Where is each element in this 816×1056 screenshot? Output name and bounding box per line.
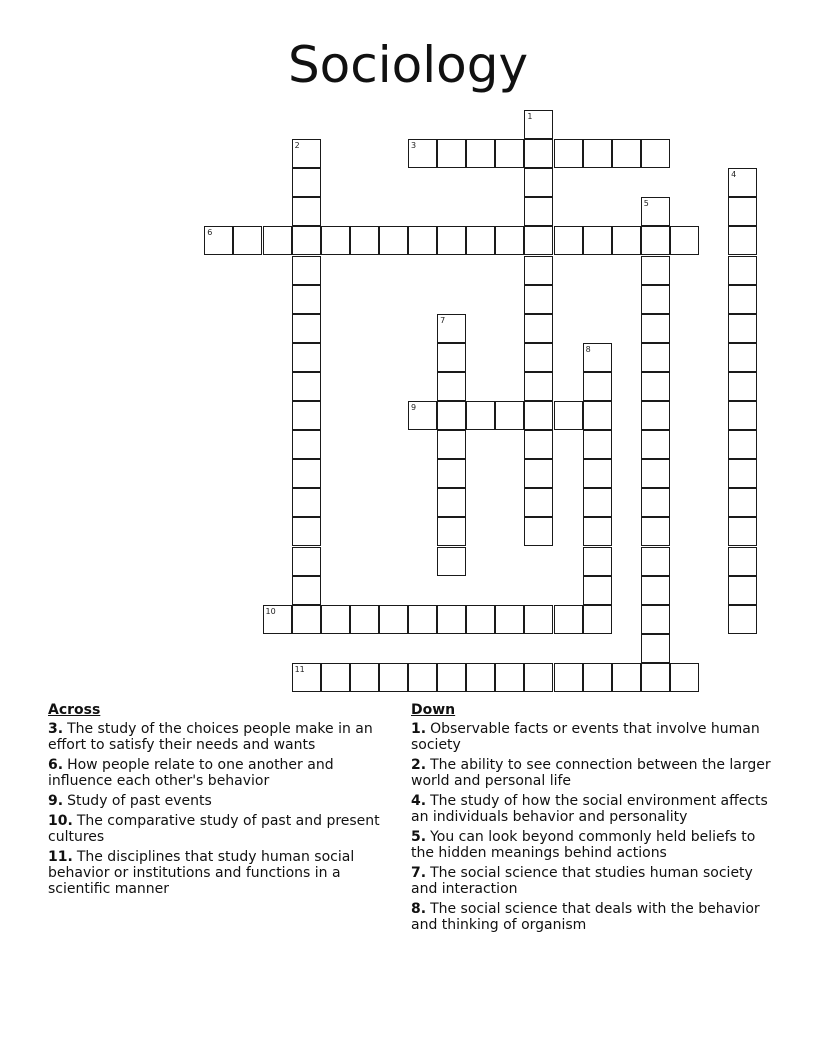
crossword-cell[interactable] <box>292 488 321 517</box>
crossword-cell[interactable] <box>437 663 466 692</box>
crossword-cell[interactable] <box>292 430 321 459</box>
clue-text: The study of the choices people make in an effort to satisfy their needs and wants <box>48 721 373 753</box>
clue-text: You can look beyond commonly held beliefs to the hidden meanings behind actions <box>411 829 756 861</box>
crossword-cell[interactable] <box>554 605 583 634</box>
crossword-cell[interactable] <box>641 459 670 488</box>
clue-number: 9. <box>48 793 64 809</box>
crossword-cell[interactable] <box>641 285 670 314</box>
crossword-cell[interactable] <box>583 517 612 546</box>
crossword-cell[interactable] <box>408 605 437 634</box>
crossword-cell[interactable] <box>466 401 495 430</box>
crossword-cell[interactable] <box>554 139 583 168</box>
crossword-cell[interactable] <box>612 226 641 255</box>
crossword-cell[interactable] <box>379 226 408 255</box>
crossword-cell[interactable] <box>292 401 321 430</box>
cell-number: 9 <box>411 403 417 412</box>
cell-number: 6 <box>207 228 213 238</box>
crossword-cell[interactable] <box>728 576 757 605</box>
crossword-cell[interactable] <box>292 517 321 546</box>
crossword-cell[interactable] <box>641 372 670 401</box>
crossword-cell[interactable] <box>728 401 757 430</box>
crossword-cell[interactable] <box>728 547 757 576</box>
crossword-cell[interactable] <box>263 605 292 634</box>
crossword-cell[interactable] <box>728 605 757 634</box>
crossword-cell[interactable] <box>292 372 321 401</box>
crossword-cell[interactable] <box>350 605 379 634</box>
clue-text: The study of how the social environment affects an individuals behavior and personality <box>411 793 768 825</box>
crossword-cell[interactable] <box>292 139 321 168</box>
crossword-cell[interactable] <box>524 430 553 459</box>
crossword-cell[interactable] <box>641 663 670 692</box>
crossword-cell[interactable] <box>524 488 553 517</box>
clue-text: How people relate to one another and influence each other's behavior <box>48 757 334 789</box>
crossword-cell[interactable] <box>524 314 553 343</box>
crossword-cell[interactable] <box>292 605 321 634</box>
crossword-cell[interactable] <box>263 226 292 255</box>
crossword-cell[interactable] <box>583 605 612 634</box>
clue-down-8 <box>411 901 771 933</box>
crossword-cell[interactable] <box>495 226 524 255</box>
cell-number: 4 <box>731 170 737 180</box>
crossword-cell[interactable] <box>292 285 321 314</box>
crossword-cell[interactable] <box>583 663 612 692</box>
crossword-cell[interactable] <box>583 459 612 488</box>
crossword-cell[interactable] <box>728 343 757 372</box>
crossword-cell[interactable] <box>524 168 553 197</box>
crossword-cell[interactable] <box>437 372 466 401</box>
crossword-cell[interactable] <box>408 401 437 430</box>
clue-number: 3. <box>48 721 64 737</box>
crossword-cell[interactable] <box>524 517 553 546</box>
crossword-cell[interactable] <box>641 430 670 459</box>
crossword-cell[interactable] <box>524 372 553 401</box>
crossword-cell[interactable] <box>641 517 670 546</box>
clue-number: 8. <box>411 901 427 917</box>
crossword-cell[interactable] <box>321 605 350 634</box>
crossword-cell[interactable] <box>583 576 612 605</box>
crossword-cell[interactable] <box>641 343 670 372</box>
crossword-cell[interactable] <box>524 226 553 255</box>
across-clues <box>48 702 388 901</box>
cell-number: 11 <box>294 664 305 674</box>
crossword-cell[interactable] <box>437 401 466 430</box>
cell-number: 7 <box>440 315 446 325</box>
crossword-cell[interactable] <box>292 343 321 372</box>
crossword-cell[interactable] <box>583 226 612 255</box>
crossword-cell[interactable] <box>670 663 699 692</box>
cell-number: 3 <box>411 141 417 151</box>
crossword-cell[interactable] <box>554 226 583 255</box>
clue-across-3 <box>48 721 388 753</box>
crossword-cell[interactable] <box>728 488 757 517</box>
clue-text: The social science that deals with the behavior and thinking of organism <box>411 901 760 933</box>
crossword-cell[interactable] <box>233 226 262 255</box>
cell-number: 10 <box>265 606 276 616</box>
clue-down-1 <box>411 721 771 753</box>
crossword-cell[interactable] <box>408 663 437 692</box>
clue-number: 10. <box>48 813 73 829</box>
crossword-cell[interactable] <box>292 547 321 576</box>
crossword-cell[interactable] <box>292 168 321 197</box>
clue-text: Study of past events <box>67 793 212 809</box>
cell-number: 1 <box>527 112 533 121</box>
down-clues <box>411 702 771 937</box>
crossword-cell[interactable] <box>728 226 757 255</box>
crossword-cell[interactable] <box>437 430 466 459</box>
crossword-cell[interactable] <box>292 459 321 488</box>
crossword-cell[interactable] <box>466 226 495 255</box>
crossword-cell[interactable] <box>524 605 553 634</box>
crossword-cell[interactable] <box>583 401 612 430</box>
crossword-cell[interactable] <box>670 226 699 255</box>
crossword-cell[interactable] <box>728 256 757 285</box>
clue-down-4 <box>411 793 771 825</box>
crossword-cell[interactable] <box>321 226 350 255</box>
crossword-cell[interactable] <box>292 663 321 692</box>
crossword-cell[interactable] <box>524 459 553 488</box>
crossword-cell[interactable] <box>437 314 466 343</box>
crossword-cell[interactable] <box>612 139 641 168</box>
crossword-cell[interactable] <box>554 663 583 692</box>
clue-number: 7. <box>411 865 427 881</box>
crossword-cell[interactable] <box>583 547 612 576</box>
clue-number: 2. <box>411 757 427 773</box>
crossword-cell[interactable] <box>437 459 466 488</box>
clue-down-7 <box>411 865 771 897</box>
crossword-cell[interactable] <box>641 256 670 285</box>
puzzle-title: Sociology <box>287 36 529 94</box>
crossword-cell[interactable] <box>292 314 321 343</box>
crossword-cell[interactable] <box>437 605 466 634</box>
crossword-cell[interactable] <box>437 517 466 546</box>
crossword-cell[interactable] <box>524 663 553 692</box>
crossword-cell[interactable] <box>641 226 670 255</box>
clue-number: 11. <box>48 849 73 865</box>
crossword-cell[interactable] <box>583 372 612 401</box>
crossword-cell[interactable] <box>641 488 670 517</box>
clue-text: Observable facts or events that involve human society <box>411 721 760 753</box>
clue-number: 5. <box>411 829 427 845</box>
crossword-cell[interactable] <box>728 285 757 314</box>
crossword-cell[interactable] <box>641 634 670 663</box>
crossword-cell[interactable] <box>379 605 408 634</box>
crossword-cell[interactable] <box>524 401 553 430</box>
crossword-cell[interactable] <box>728 372 757 401</box>
crossword-cell[interactable] <box>437 547 466 576</box>
crossword-cell[interactable] <box>612 663 641 692</box>
crossword-cell[interactable] <box>524 256 553 285</box>
crossword-cell[interactable] <box>728 197 757 226</box>
crossword-cell[interactable] <box>350 226 379 255</box>
cell-number: 5 <box>643 199 649 209</box>
clue-number: 4. <box>411 793 427 809</box>
crossword-cell[interactable] <box>466 605 495 634</box>
crossword-cell[interactable] <box>728 168 757 197</box>
crossword-cell[interactable] <box>350 663 379 692</box>
crossword-cell[interactable] <box>495 139 524 168</box>
crossword-cell[interactable] <box>437 343 466 372</box>
crossword-cell[interactable] <box>641 197 670 226</box>
crossword-cell[interactable] <box>583 139 612 168</box>
across-heading: Across <box>48 702 101 718</box>
crossword-cell[interactable] <box>466 663 495 692</box>
clue-across-11 <box>48 849 388 897</box>
crossword-cell[interactable] <box>408 226 437 255</box>
crossword-cell[interactable] <box>641 401 670 430</box>
crossword-cell[interactable] <box>408 139 437 168</box>
crossword-cell[interactable] <box>583 488 612 517</box>
crossword-cell[interactable] <box>728 430 757 459</box>
crossword-cell[interactable] <box>292 226 321 255</box>
crossword-cell[interactable] <box>641 139 670 168</box>
clue-down-2 <box>411 757 771 789</box>
clue-text: The disciplines that study human social behavior or institutions and functions in a scientific manner <box>48 849 355 897</box>
crossword-cell[interactable] <box>204 226 233 255</box>
crossword-cell[interactable] <box>524 343 553 372</box>
crossword-cell[interactable] <box>466 139 495 168</box>
crossword-cell[interactable] <box>321 663 350 692</box>
crossword-cell[interactable] <box>641 547 670 576</box>
crossword-cell[interactable] <box>728 314 757 343</box>
crossword-cell[interactable] <box>495 605 524 634</box>
crossword-cell[interactable] <box>641 314 670 343</box>
crossword-cell[interactable] <box>583 343 612 372</box>
down-heading: Down <box>411 702 456 718</box>
crossword-cell[interactable] <box>292 197 321 226</box>
crossword-cell[interactable] <box>728 517 757 546</box>
crossword-cell[interactable] <box>554 401 583 430</box>
crossword-cell[interactable] <box>524 285 553 314</box>
crossword-cell[interactable] <box>641 605 670 634</box>
clue-across-10 <box>48 813 388 845</box>
crossword-cell[interactable] <box>495 663 524 692</box>
clue-down-5 <box>411 829 771 861</box>
crossword-cell[interactable] <box>728 459 757 488</box>
crossword-cell[interactable] <box>379 663 408 692</box>
crossword-cell[interactable] <box>583 430 612 459</box>
crossword-cell[interactable] <box>641 576 670 605</box>
clue-number: 1. <box>411 721 427 737</box>
clue-text: The comparative study of past and present cultures <box>48 813 380 845</box>
crossword-cell[interactable] <box>292 576 321 605</box>
cell-number: 2 <box>294 141 300 151</box>
crossword-cell[interactable] <box>524 110 553 139</box>
crossword-cell[interactable] <box>524 139 553 168</box>
crossword-cell[interactable] <box>524 197 553 226</box>
clue-number: 6. <box>48 757 64 773</box>
crossword-cell[interactable] <box>437 488 466 517</box>
clue-across-6 <box>48 757 388 789</box>
crossword-cell[interactable] <box>495 401 524 430</box>
clue-text: The social science that studies human society and interaction <box>411 865 753 897</box>
clue-text: The ability to see connection between the larger world and personal life <box>411 757 771 789</box>
clue-across-9 <box>48 793 388 809</box>
cell-number: 8 <box>585 344 591 354</box>
crossword-cell[interactable] <box>292 256 321 285</box>
crossword-cell[interactable] <box>437 226 466 255</box>
crossword-cell[interactable] <box>437 139 466 168</box>
